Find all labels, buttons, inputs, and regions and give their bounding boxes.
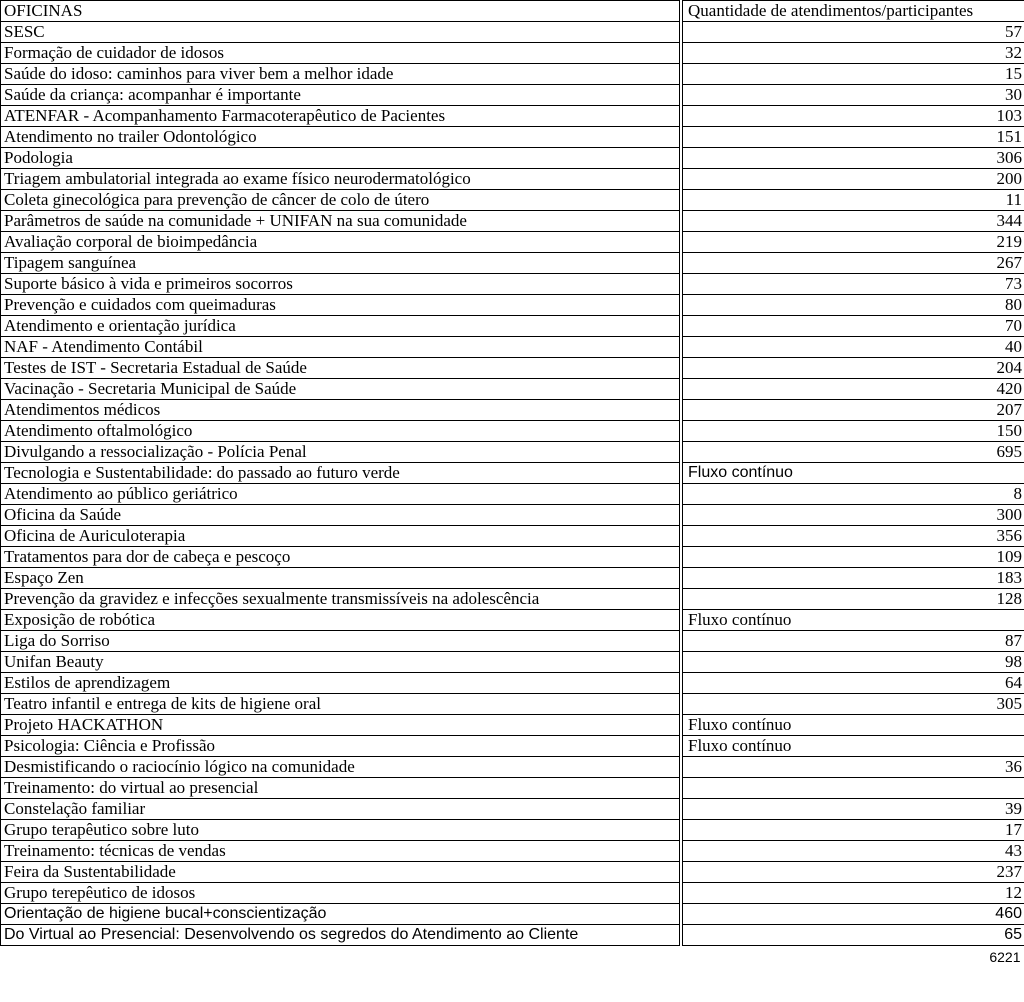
workshop-name: Atendimentos médicos <box>1 400 680 421</box>
attendance-count: 64 <box>683 673 1024 694</box>
workshop-name: Suporte básico à vida e primeiros socorros <box>1 274 680 295</box>
attendance-count: 103 <box>683 106 1024 127</box>
workshop-name: Treinamento: do virtual ao presencial <box>1 778 680 799</box>
workshop-name: Desmistificando o raciocínio lógico na comunidade <box>1 757 680 778</box>
attendance-count: 80 <box>683 295 1024 316</box>
workshop-name: Saúde da criança: acompanhar é importante <box>1 85 680 106</box>
attendance-count: 43 <box>683 841 1024 862</box>
table-row <box>1 820 1024 841</box>
workshop-name: Divulgando a ressocialização - Polícia Penal <box>1 442 680 463</box>
workshop-name: Atendimento ao público geriátrico <box>1 484 680 505</box>
workshop-name: Projeto HACKATHON <box>1 715 680 736</box>
table-row <box>1 484 1024 505</box>
attendance-count: 57 <box>683 22 1024 43</box>
table-row <box>1 799 1024 820</box>
table-row <box>1 463 1024 484</box>
attendance-count <box>683 778 1024 799</box>
table-row <box>1 379 1024 400</box>
table-row <box>1 505 1024 526</box>
attendance-count: 207 <box>683 400 1024 421</box>
workshop-name: Espaço Zen <box>1 568 680 589</box>
attendance-count: 150 <box>683 421 1024 442</box>
table-row <box>1 358 1024 379</box>
attendance-count: 200 <box>683 169 1024 190</box>
workshop-name: Exposição de robótica <box>1 610 680 631</box>
table-row <box>1 589 1024 610</box>
table-row <box>1 22 1024 43</box>
attendance-count: 300 <box>683 505 1024 526</box>
attendance-count: 12 <box>683 883 1024 904</box>
workshop-name: Testes de IST - Secretaria Estadual de Saúde <box>1 358 680 379</box>
attendance-count: 420 <box>683 379 1024 400</box>
attendance-count: Fluxo contínuo <box>683 463 1024 484</box>
workshop-name: Oficina da Saúde <box>1 505 680 526</box>
table-row <box>1 925 1024 946</box>
workshop-name: NAF - Atendimento Contábil <box>1 337 680 358</box>
table-row <box>1 190 1024 211</box>
attendance-count: 344 <box>683 211 1024 232</box>
workshop-name: Podologia <box>1 148 680 169</box>
workshop-name: Do Virtual ao Presencial: Desenvolvendo os segredos do Atendimento ao Cliente <box>1 925 680 946</box>
table-row <box>1 127 1024 148</box>
workshop-name: Formação de cuidador de idosos <box>1 43 680 64</box>
workshop-name: Tipagem sanguínea <box>1 253 680 274</box>
workshop-name: Vacinação - Secretaria Municipal de Saúde <box>1 379 680 400</box>
attendance-count: 8 <box>683 484 1024 505</box>
table-row <box>1 106 1024 127</box>
attendance-count: Fluxo contínuo <box>683 610 1024 631</box>
workshop-name: Constelação familiar <box>1 799 680 820</box>
header-row <box>1 1 1024 22</box>
attendance-count: 109 <box>683 547 1024 568</box>
table-row <box>1 316 1024 337</box>
attendance-count: 128 <box>683 589 1024 610</box>
table-row <box>1 736 1024 757</box>
workshop-name: Oficina de Auriculoterapia <box>1 526 680 547</box>
workshop-name: ATENFAR - Acompanhamento Farmacoterapêutico de Pacientes <box>1 106 680 127</box>
attendance-count: 237 <box>683 862 1024 883</box>
table-row <box>1 337 1024 358</box>
workshop-name: Tratamentos para dor de cabeça e pescoço <box>1 547 680 568</box>
attendance-count: 87 <box>683 631 1024 652</box>
workshop-name: Atendimento no trailer Odontológico <box>1 127 680 148</box>
table-row <box>1 904 1024 925</box>
table-row <box>1 421 1024 442</box>
workshop-name: Treinamento: técnicas de vendas <box>1 841 680 862</box>
workshop-name: Psicologia: Ciência e Profissão <box>1 736 680 757</box>
attendance-count: 204 <box>683 358 1024 379</box>
workshop-name: Atendimento e orientação jurídica <box>1 316 680 337</box>
workshop-name: SESC <box>1 22 680 43</box>
workshop-name: Grupo terapêutico sobre luto <box>1 820 680 841</box>
table-row <box>1 673 1024 694</box>
workshop-name: Estilos de aprendizagem <box>1 673 680 694</box>
workshop-name: Parâmetros de saúde na comunidade + UNIFAN na sua comunidade <box>1 211 680 232</box>
workshop-name: Orientação de higiene bucal+conscientização <box>1 904 680 925</box>
attendance-count: 267 <box>683 253 1024 274</box>
column-header-oficinas: OFICINAS <box>1 1 680 22</box>
total-row <box>1 946 1024 969</box>
attendance-count: 460 <box>683 904 1024 925</box>
workshop-name: Feira da Sustentabilidade <box>1 862 680 883</box>
table-row <box>1 652 1024 673</box>
table-row <box>1 253 1024 274</box>
workshop-name: Coleta ginecológica para prevenção de câncer de colo de útero <box>1 190 680 211</box>
attendance-count: 306 <box>683 148 1024 169</box>
workshop-name: Saúde do idoso: caminhos para viver bem a melhor idade <box>1 64 680 85</box>
attendance-count: 70 <box>683 316 1024 337</box>
attendance-count: 32 <box>683 43 1024 64</box>
attendance-count: 219 <box>683 232 1024 253</box>
attendance-count: 39 <box>683 799 1024 820</box>
attendance-count: Fluxo contínuo <box>683 736 1024 757</box>
table-row <box>1 883 1024 904</box>
total-value: 6221 <box>989 949 1021 965</box>
attendance-count: 73 <box>683 274 1024 295</box>
table-row <box>1 148 1024 169</box>
workshop-name: Avaliação corporal de bioimpedância <box>1 232 680 253</box>
attendance-count: 695 <box>683 442 1024 463</box>
table-row <box>1 841 1024 862</box>
table-row <box>1 442 1024 463</box>
workshop-name: Unifan Beauty <box>1 652 680 673</box>
table-row <box>1 64 1024 85</box>
table-row <box>1 715 1024 736</box>
attendance-count: 40 <box>683 337 1024 358</box>
attendance-count: 183 <box>683 568 1024 589</box>
column-header-quantidade: Quantidade de atendimentos/participantes <box>683 1 1024 22</box>
workshop-name: Liga do Sorriso <box>1 631 680 652</box>
workshop-name: Prevenção da gravidez e infecções sexualmente transmissíveis na adolescência <box>1 589 680 610</box>
table-row <box>1 400 1024 421</box>
attendance-count: 30 <box>683 85 1024 106</box>
workshop-name: Atendimento oftalmológico <box>1 421 680 442</box>
workshop-name: Prevenção e cuidados com queimaduras <box>1 295 680 316</box>
table-row <box>1 43 1024 64</box>
workshop-name: Teatro infantil e entrega de kits de higiene oral <box>1 694 680 715</box>
workshop-name: Grupo terepêutico de idosos <box>1 883 680 904</box>
table-row <box>1 169 1024 190</box>
attendance-count: 151 <box>683 127 1024 148</box>
attendance-count: Fluxo contínuo <box>683 715 1024 736</box>
attendance-count: 11 <box>683 190 1024 211</box>
attendance-count: 17 <box>683 820 1024 841</box>
table-row <box>1 757 1024 778</box>
table-row <box>1 526 1024 547</box>
table-row <box>1 568 1024 589</box>
table-row <box>1 211 1024 232</box>
attendance-count: 98 <box>683 652 1024 673</box>
attendance-count: 36 <box>683 757 1024 778</box>
workshop-name: Triagem ambulatorial integrada ao exame físico neurodermatológico <box>1 169 680 190</box>
attendance-count: 356 <box>683 526 1024 547</box>
table-row <box>1 274 1024 295</box>
attendance-count: 305 <box>683 694 1024 715</box>
table-row <box>1 631 1024 652</box>
attendance-count: 15 <box>683 64 1024 85</box>
attendance-count: 65 <box>683 925 1024 946</box>
table-row <box>1 778 1024 799</box>
table-row <box>1 694 1024 715</box>
table-body <box>1 22 1024 946</box>
table-row <box>1 610 1024 631</box>
table-row <box>1 862 1024 883</box>
table-row <box>1 295 1024 316</box>
table-row <box>1 232 1024 253</box>
table-row <box>1 85 1024 106</box>
table-row <box>1 547 1024 568</box>
workshop-name: Tecnologia e Sustentabilidade: do passado ao futuro verde <box>1 463 680 484</box>
